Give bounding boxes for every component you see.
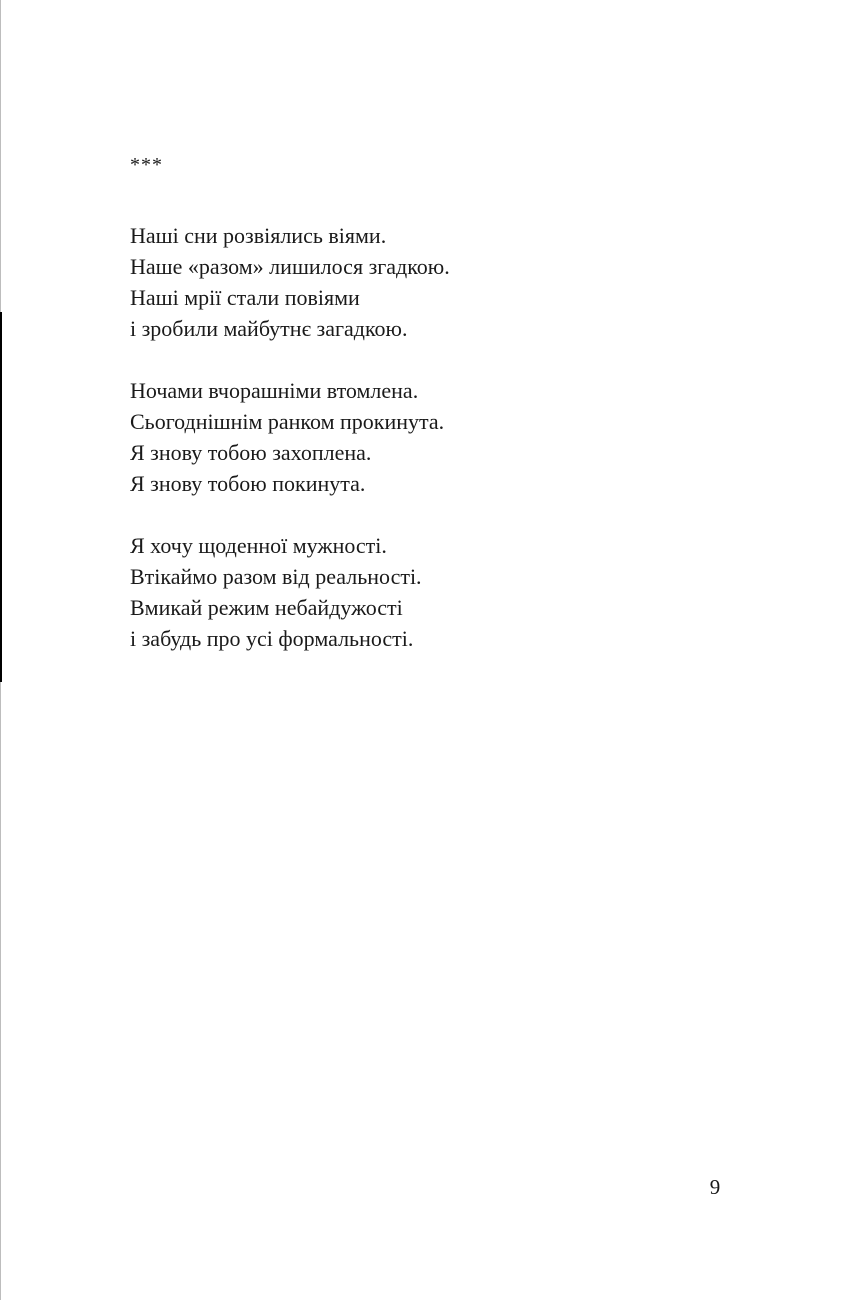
poem-line: Наші мрії стали повіями xyxy=(130,285,360,310)
page-number: 9 xyxy=(709,1175,721,1199)
poem xyxy=(130,150,650,685)
poem-line: Сьогоднішнім ранком прокинута. xyxy=(130,409,445,434)
poem-line: Наші сни розвіялись віями. xyxy=(130,223,387,248)
poem-line: Я хочу щоденної мужності. xyxy=(130,533,387,558)
poem-line: Вмикай режим небайдужості xyxy=(130,595,403,620)
poem-separator: *** xyxy=(130,154,163,176)
poem-line: і зробили майбутнє загадкою. xyxy=(130,316,408,341)
page-edge-mark xyxy=(0,312,2,682)
poem-line: і забудь про усі формальності. xyxy=(130,626,414,651)
stanza-3 xyxy=(130,530,650,654)
poem-line: Я знову тобою покинута. xyxy=(130,471,366,496)
stanza-1 xyxy=(130,220,650,344)
poem-line: Наше «разом» лишилося згадкою. xyxy=(130,254,450,279)
poem-line: Я знову тобою захоплена. xyxy=(130,440,372,465)
stanza-2 xyxy=(130,375,650,499)
poem-line: Втікаймо разом від реальності. xyxy=(130,564,422,589)
poem-line: Ночами вчорашніми втомлена. xyxy=(130,378,419,403)
